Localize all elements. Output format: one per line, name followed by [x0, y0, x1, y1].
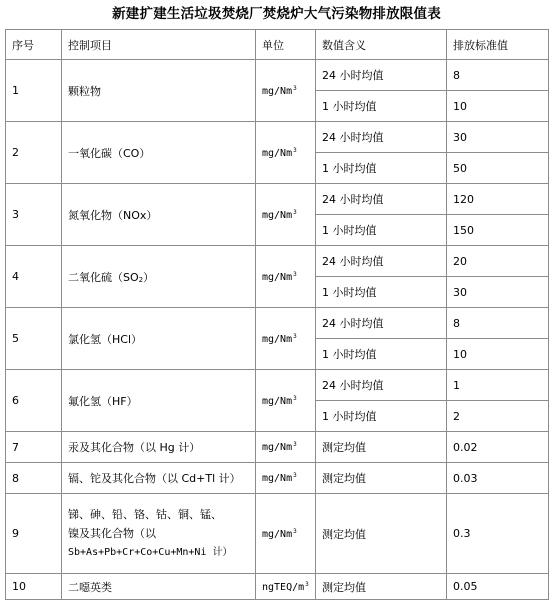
row-number: 10 [6, 574, 62, 600]
control-item: 一氧化碳（CO） [62, 122, 256, 184]
unit-text: mg/Nm [262, 395, 293, 407]
table-row [6, 494, 549, 574]
unit-exponent: 3 [293, 146, 297, 154]
table-row [6, 370, 549, 401]
table-row [6, 574, 549, 600]
control-item-line: 锑、砷、铅、铬、钴、铜、锰、 [68, 508, 222, 521]
control-item: 汞及其化合物（以 Hg 计） [62, 432, 256, 463]
row-number: 7 [6, 432, 62, 463]
limit-value: 120 [447, 184, 549, 215]
limit-value: 20 [447, 246, 549, 277]
table-row [6, 122, 549, 153]
unit-cell [256, 494, 316, 574]
unit-exponent: 3 [293, 527, 297, 535]
unit-text: mg/Nm [262, 147, 293, 159]
unit-text: mg/Nm [262, 473, 293, 484]
unit-cell [256, 308, 316, 370]
limit-value: 150 [447, 215, 549, 246]
header-row [6, 30, 549, 60]
unit-cell [256, 370, 316, 432]
value-meaning: 测定均值 [316, 463, 447, 494]
row-number: 2 [6, 122, 62, 184]
table-row [6, 463, 549, 494]
limit-value: 8 [447, 60, 549, 91]
unit-cell [256, 184, 316, 246]
limit-value: 0.02 [447, 432, 549, 463]
value-meaning: 1 小时均值 [316, 215, 447, 246]
limit-value: 30 [447, 277, 549, 308]
limit-value: 30 [447, 122, 549, 153]
limit-value: 2 [447, 401, 549, 432]
table-title: 新建扩建生活垃圾焚烧厂焚烧炉大气污染物排放限值表 [112, 6, 441, 22]
subscript: 2 [138, 275, 144, 284]
control-item [62, 494, 256, 574]
limit-value: 0.3 [447, 494, 549, 574]
value-meaning: 24 小时均值 [316, 184, 447, 215]
limit-value: 0.03 [447, 463, 549, 494]
control-item-line: 镍及其化合物（以 [68, 527, 156, 540]
table-row [6, 184, 549, 215]
control-item: 镉、铊及其化合物（以 Cd+Tl 计） [62, 463, 256, 494]
control-item: 氯化氢（HCl） [62, 308, 256, 370]
value-meaning: 测定均值 [316, 494, 447, 574]
control-item: 氮氧化物（NOx） [62, 184, 256, 246]
row-number: 6 [6, 370, 62, 432]
table-row [6, 308, 549, 339]
header-cell: 排放标准值 [447, 30, 549, 60]
control-item: 颗粒物 [62, 60, 256, 122]
unit-cell [256, 60, 316, 122]
table-row [6, 432, 549, 463]
limit-value: 8 [447, 308, 549, 339]
unit-exponent: 3 [293, 472, 297, 479]
limit-value: 10 [447, 91, 549, 122]
control-item-line: Sb+As+Pb+Cr+Co+Cu+Mn+Ni 计） [68, 547, 233, 558]
unit-text: mg/Nm [262, 528, 293, 540]
control-item: 二噁英类 [62, 574, 256, 600]
control-item [62, 246, 256, 308]
limit-value: 1 [447, 370, 549, 401]
unit-exponent: 3 [293, 270, 297, 278]
limit-value: 50 [447, 153, 549, 184]
header-cell: 序号 [6, 30, 62, 60]
value-meaning: 24 小时均值 [316, 60, 447, 91]
table-row [6, 246, 549, 277]
row-number: 9 [6, 494, 62, 574]
unit-exponent: 3 [293, 208, 297, 216]
emission-limits-table [5, 29, 549, 600]
value-meaning: 测定均值 [316, 574, 447, 600]
control-item: 氟化氢（HF） [62, 370, 256, 432]
value-meaning: 24 小时均值 [316, 308, 447, 339]
unit-cell [256, 574, 316, 600]
control-item-text-end: ） [143, 270, 155, 284]
unit-text: mg/Nm [262, 209, 293, 221]
unit-text: mg/Nm [262, 442, 293, 453]
unit-cell [256, 463, 316, 494]
row-number: 5 [6, 308, 62, 370]
limit-value: 0.05 [447, 574, 549, 600]
unit-exponent: 3 [305, 580, 309, 588]
unit-cell [256, 432, 316, 463]
unit-text: ngTEQ/m [262, 581, 305, 593]
value-meaning: 24 小时均值 [316, 122, 447, 153]
header-cell: 单位 [256, 30, 316, 60]
unit-exponent: 3 [293, 441, 297, 448]
value-meaning: 1 小时均值 [316, 277, 447, 308]
unit-exponent: 3 [293, 394, 297, 402]
header-cell: 控制项目 [62, 30, 256, 60]
value-meaning: 测定均值 [316, 432, 447, 463]
unit-text: mg/Nm [262, 271, 293, 283]
value-meaning: 1 小时均值 [316, 339, 447, 370]
value-meaning: 24 小时均值 [316, 246, 447, 277]
unit-text: mg/Nm [262, 85, 293, 97]
header-cell: 数值含义 [316, 30, 447, 60]
unit-exponent: 3 [293, 332, 297, 340]
control-item-text: 二氧化硫（SO [68, 270, 139, 284]
unit-cell [256, 122, 316, 184]
row-number: 4 [6, 246, 62, 308]
limit-value: 10 [447, 339, 549, 370]
unit-cell [256, 246, 316, 308]
unit-text: mg/Nm [262, 333, 293, 345]
value-meaning: 1 小时均值 [316, 401, 447, 432]
row-number: 1 [6, 60, 62, 122]
row-number: 3 [6, 184, 62, 246]
value-meaning: 1 小时均值 [316, 91, 447, 122]
table-row [6, 60, 549, 91]
unit-exponent: 3 [293, 84, 297, 92]
row-number: 8 [6, 463, 62, 494]
value-meaning: 24 小时均值 [316, 370, 447, 401]
value-meaning: 1 小时均值 [316, 153, 447, 184]
